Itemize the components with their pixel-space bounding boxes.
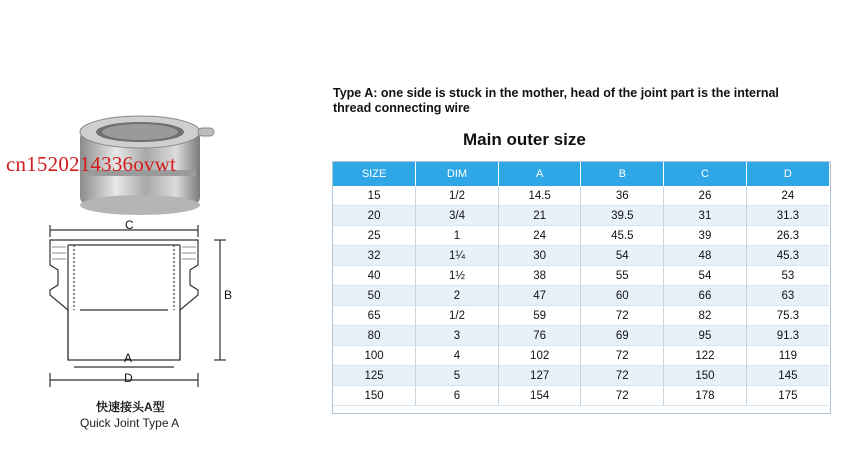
cell-c: 31 bbox=[664, 206, 747, 226]
cell-d: 91.3 bbox=[746, 326, 829, 346]
table-row bbox=[333, 386, 829, 406]
cell-a: 30 bbox=[498, 246, 581, 266]
cell-size: 50 bbox=[333, 286, 416, 306]
cell-a: 24 bbox=[498, 226, 581, 246]
cell-c: 39 bbox=[664, 226, 747, 246]
table-row bbox=[333, 266, 829, 286]
cell-a: 21 bbox=[498, 206, 581, 226]
cell-a: 127 bbox=[498, 366, 581, 386]
cell-b: 36 bbox=[581, 186, 664, 206]
table-row bbox=[333, 286, 829, 306]
cell-dim: 1½ bbox=[416, 266, 499, 286]
cell-a: 38 bbox=[498, 266, 581, 286]
table-row bbox=[333, 246, 829, 266]
cell-dim: 2 bbox=[416, 286, 499, 306]
table-title: Main outer size bbox=[463, 130, 586, 149]
table-row bbox=[333, 366, 829, 386]
cell-b: 72 bbox=[581, 346, 664, 366]
cell-d: 24 bbox=[781, 189, 795, 202]
cell-d: 145 bbox=[746, 366, 829, 386]
cell-b: 45.5 bbox=[581, 226, 664, 246]
cell-size: 80 bbox=[333, 326, 416, 346]
cell-d: 53 bbox=[781, 269, 795, 282]
table-row bbox=[333, 206, 829, 226]
cell-dim: 1/2 bbox=[416, 306, 499, 326]
cell-b: 55 bbox=[581, 266, 664, 286]
cell-a: 76 bbox=[498, 326, 581, 346]
cell-size: 100 bbox=[333, 346, 416, 366]
product-panel bbox=[0, 0, 320, 466]
dim-label-b: B bbox=[224, 288, 233, 302]
cell-c: 82 bbox=[664, 306, 747, 326]
header-dim: DIM bbox=[416, 162, 499, 186]
table-row bbox=[333, 186, 829, 206]
dim-label-c: C bbox=[125, 218, 134, 232]
table-row bbox=[333, 326, 829, 346]
cell-size: 150 bbox=[333, 386, 416, 406]
cell-c: 122 bbox=[664, 346, 747, 366]
watermark-text: cn1520214336ovwt bbox=[6, 152, 177, 176]
cell-c: 95 bbox=[664, 326, 747, 346]
cell-a: 59 bbox=[498, 306, 581, 326]
cell-b: 60 bbox=[581, 286, 664, 306]
table-row bbox=[333, 306, 829, 326]
cell-a: 14.5 bbox=[498, 186, 581, 206]
cell-c: 178 bbox=[664, 386, 747, 406]
cell-b: 72 bbox=[581, 366, 664, 386]
cell-c: 48 bbox=[664, 246, 747, 266]
cell-size: 15 bbox=[333, 186, 416, 206]
cell-c: 54 bbox=[664, 266, 747, 286]
cell-dim: 1/2 bbox=[416, 186, 499, 206]
table-header-row bbox=[333, 162, 829, 186]
header-c: C bbox=[664, 162, 747, 186]
cell-size: 25 bbox=[333, 226, 416, 246]
cell-c: 66 bbox=[664, 286, 747, 306]
size-table bbox=[333, 162, 829, 406]
dim-label-a: A bbox=[124, 351, 133, 365]
header-a: A bbox=[498, 162, 581, 186]
cell-size: 125 bbox=[333, 366, 416, 386]
cell-b: 54 bbox=[581, 246, 664, 266]
cell-dim: 1¼ bbox=[416, 246, 499, 266]
cell-d: 119 bbox=[778, 349, 798, 362]
cell-c: 150 bbox=[664, 366, 747, 386]
caption-english: Quick Joint Type A bbox=[80, 416, 180, 430]
cell-dim: 4 bbox=[416, 346, 499, 366]
cell-d: 75.3 bbox=[776, 309, 800, 322]
cell-d: 63 bbox=[746, 286, 829, 306]
cell-b: 72 bbox=[581, 306, 664, 326]
cell-a: 102 bbox=[498, 346, 581, 366]
cell-b: 69 bbox=[581, 326, 664, 346]
cell-d: 31.3 bbox=[746, 206, 829, 226]
table-row bbox=[333, 226, 829, 246]
cell-dim: 3 bbox=[416, 326, 499, 346]
cell-a: 154 bbox=[498, 386, 581, 406]
cell-size: 32 bbox=[333, 246, 416, 266]
header-b: B bbox=[581, 162, 664, 186]
cell-d: 45.3 bbox=[746, 246, 829, 266]
cell-c: 26 bbox=[664, 186, 747, 206]
cell-dim: 1 bbox=[416, 226, 499, 246]
cell-dim: 5 bbox=[416, 366, 499, 386]
cell-d: 26.3 bbox=[776, 229, 800, 242]
cell-size: 40 bbox=[333, 266, 416, 286]
cell-d: 175 bbox=[778, 389, 798, 402]
header-d: D bbox=[746, 162, 829, 186]
caption-chinese: 快速接头A型 bbox=[96, 400, 165, 414]
cell-a: 47 bbox=[498, 286, 581, 306]
cell-size: 20 bbox=[333, 206, 416, 226]
cell-size: 65 bbox=[333, 306, 416, 326]
cell-dim: 6 bbox=[416, 386, 499, 406]
header-size: SIZE bbox=[333, 162, 416, 186]
cell-b: 39.5 bbox=[581, 206, 664, 226]
type-description: Type A: one side is stuck in the mother, head of the joint part is the internal thread connecting wire bbox=[333, 86, 779, 115]
dim-label-d: D bbox=[124, 371, 133, 385]
cell-dim: 3/4 bbox=[416, 206, 499, 226]
cell-b: 72 bbox=[581, 386, 664, 406]
table-row bbox=[333, 346, 829, 366]
technical-drawing bbox=[30, 215, 260, 395]
